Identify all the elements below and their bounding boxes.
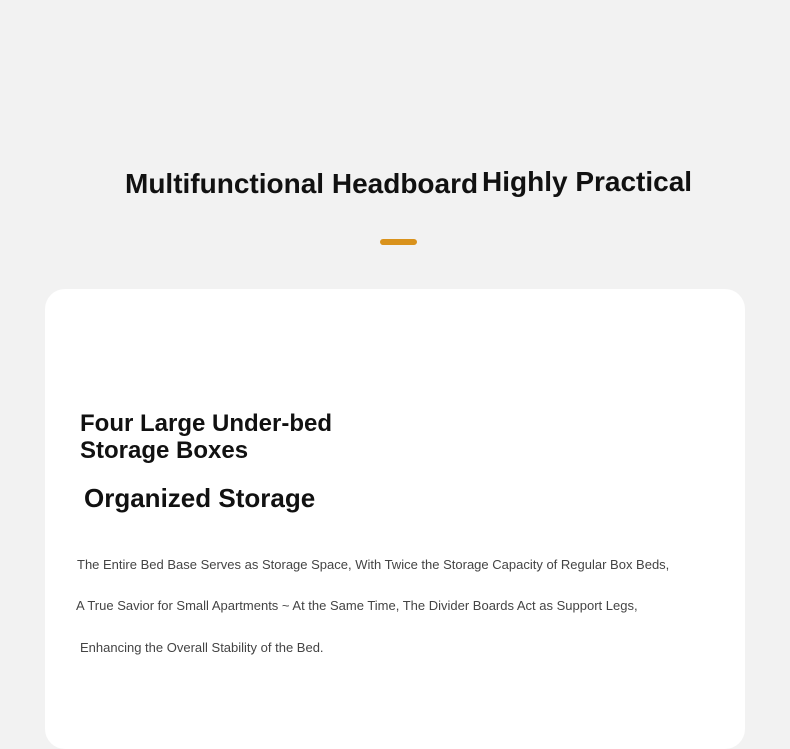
- feature-title: Four Large Under-bed Storage Boxes: [80, 410, 333, 464]
- feature-card: [45, 289, 745, 749]
- heading-multifunctional-headboard: Multifunctional Headboard: [125, 168, 479, 199]
- section-heading: [0, 150, 790, 220]
- feature-subtitle: Organized Storage: [84, 483, 316, 513]
- heading-accent-divider: [380, 239, 417, 245]
- feature-description-line: Enhancing the Overall Stability of the Bed.: [80, 640, 324, 655]
- feature-description-line: The Entire Bed Base Serves as Storage Space, With Twice the Storage Capacity of Regular Box Beds,: [77, 557, 670, 572]
- feature-description-line: A True Savior for Small Apartments ~ At the Same Time, The Divider Boards Act as Support Legs,: [76, 598, 638, 613]
- heading-highly-practical: Highly Practical: [482, 166, 693, 197]
